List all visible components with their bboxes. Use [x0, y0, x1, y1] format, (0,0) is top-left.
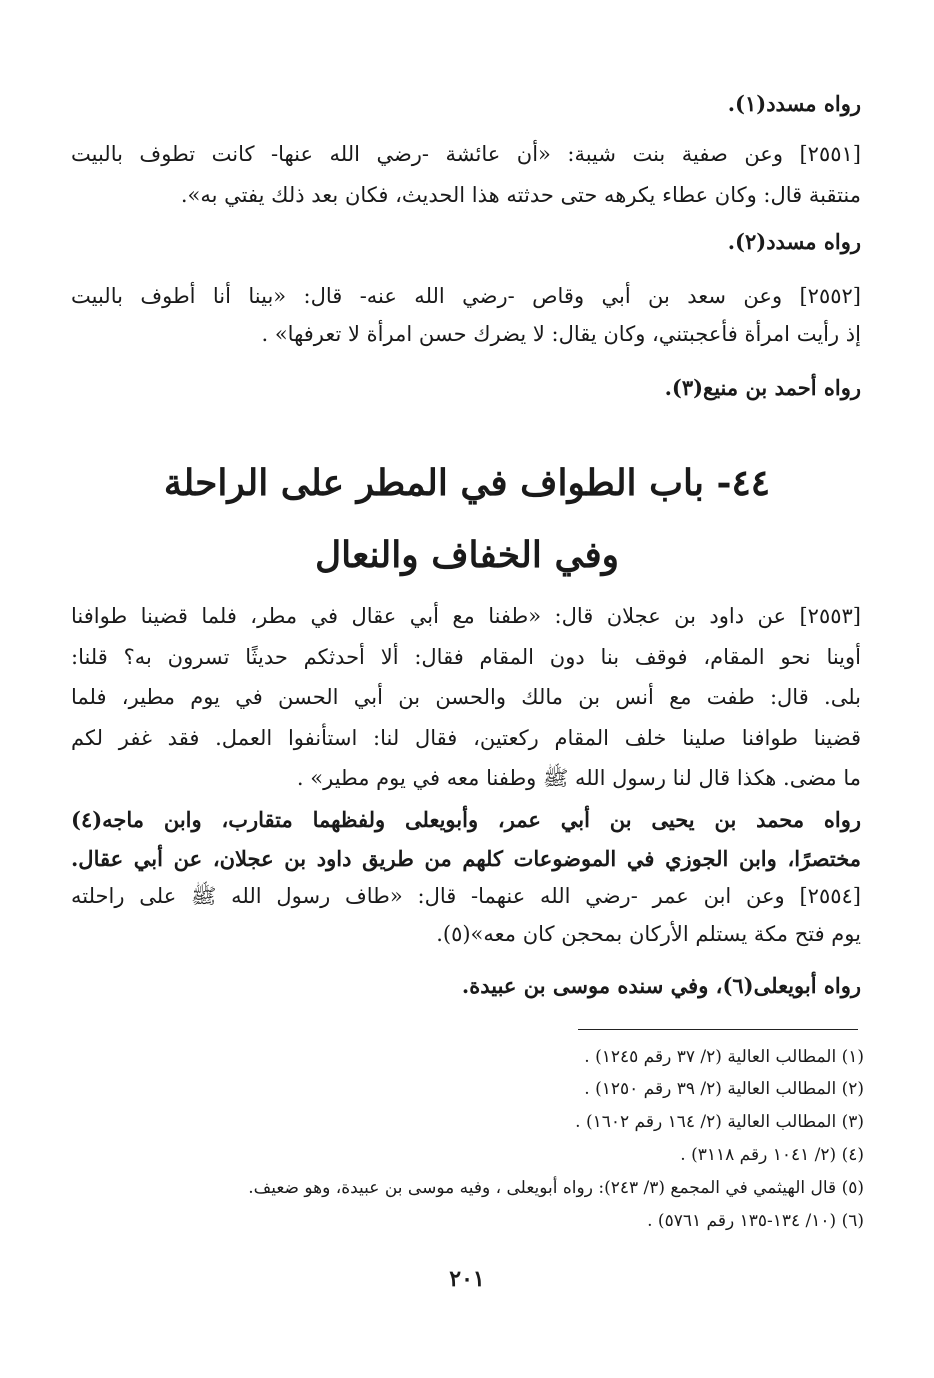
attribution-2553-line-2: مختصرًا، وابن الجوزي في الموضوعات كلهم من طريق داود بن عجلان، عن أبي عقال.	[71, 846, 861, 871]
footnote-4: (٤) (٢/ ١٠٤١ رقم ٣١١٨) .	[680, 1145, 864, 1165]
hadith-2554-line-1: [٢٥٥٤] وعن ابن عمر -رضي الله عنهما- قال: «طاف رسول الله ﷺ على راحلته	[71, 884, 861, 908]
footnote-2: (٢) المطالب العالية (٢/ ٣٩ رقم ١٢٥٠) .	[584, 1079, 864, 1099]
footnote-1: (١) المطالب العالية (٢/ ٣٧ رقم ١٢٤٥) .	[584, 1047, 864, 1067]
attribution-2553-line-1: رواه محمد بن يحيى بن أبي عمر، وأبويعلى ولفظهما متقارب، وابن ماجه(٤)	[71, 807, 861, 832]
hadith-2553-line-1: [٢٥٥٣] عن داود بن عجلان قال: «طفنا مع أبي عقال في مطر، فلما قضينا طوافنا	[71, 604, 861, 628]
hadith-2552-line-1: [٢٥٥٢] وعن سعد بن أبي وقاص -رضي الله عنه- قال: «بينا أنا أطوف بالبيت	[71, 284, 861, 308]
footnote-6: (٦) (١٠/ ١٣٤-١٣٥ رقم ٥٧٦١) .	[647, 1211, 864, 1231]
chapter-heading-line-1: ٤٤- باب الطواف في المطر على الراحلة	[163, 462, 771, 504]
chapter-heading-line-2: وفي الخفاف والنعال	[314, 534, 620, 576]
attribution-ahmad-bin-mani: رواه أحمد بن منيع(٣).	[664, 375, 861, 400]
hadith-2553-line-5: ما مضى. هكذا قال لنا رسول الله ﷺ وطفنا معه في يوم مطير» .	[296, 766, 861, 790]
page-number: ٢٠١	[449, 1266, 485, 1292]
hadith-2552-line-2: إذ رأيت امرأة فأعجبتني، وكان يقال: لا يضرك حسن امرأة لا تعرفها» .	[261, 322, 861, 346]
footnote-5: (٥) قال الهيثمي في المجمع (٣/ ٢٤٣): رواه أبويعلى ، وفيه موسى بن عبيدة، وهو ضعيف.	[248, 1178, 864, 1198]
footnote-3: (٣) المطالب العالية (٢/ ١٦٤ رقم ١٦٠٢) .	[575, 1112, 864, 1132]
footnote-separator	[578, 1029, 858, 1030]
hadith-2554-line-2: يوم فتح مكة يستلم الأركان بمحجن كان معه»(٥).	[436, 922, 861, 946]
attribution-musaddad-1: رواه مسدد(١).	[727, 91, 861, 116]
hadith-2553-line-2: أوينا نحو المقام، فوقف بنا دون المقام فقال: ألا أحدثكم حديثًا تسرون به؟ قلنا:	[71, 645, 861, 669]
attribution-musaddad-2: رواه مسدد(٢).	[727, 229, 861, 254]
hadith-2553-line-4: قضينا طوافنا صلينا خلف المقام ركعتين، فقال لنا: استأنفوا العمل. فقد غفر لكم	[71, 726, 861, 750]
hadith-2551-line-2: منتقبة قال: وكان عطاء يكرهه حتى حدثته هذا الحديث، فكان بعد ذلك يفتي به».	[180, 183, 861, 207]
hadith-2551-line-1: [٢٥٥١] وعن صفية بنت شيبة: «أن عائشة -رضي الله عنها- كانت تطوف بالبيت	[71, 142, 861, 166]
attribution-abu-yala: رواه أبويعلى(٦)، وفي سنده موسى بن عبيدة.	[461, 973, 861, 998]
hadith-2553-line-3: بلى. قال: طفت مع أنس بن مالك والحسن بن أبي الحسن في يوم مطير، فلما	[71, 685, 861, 709]
